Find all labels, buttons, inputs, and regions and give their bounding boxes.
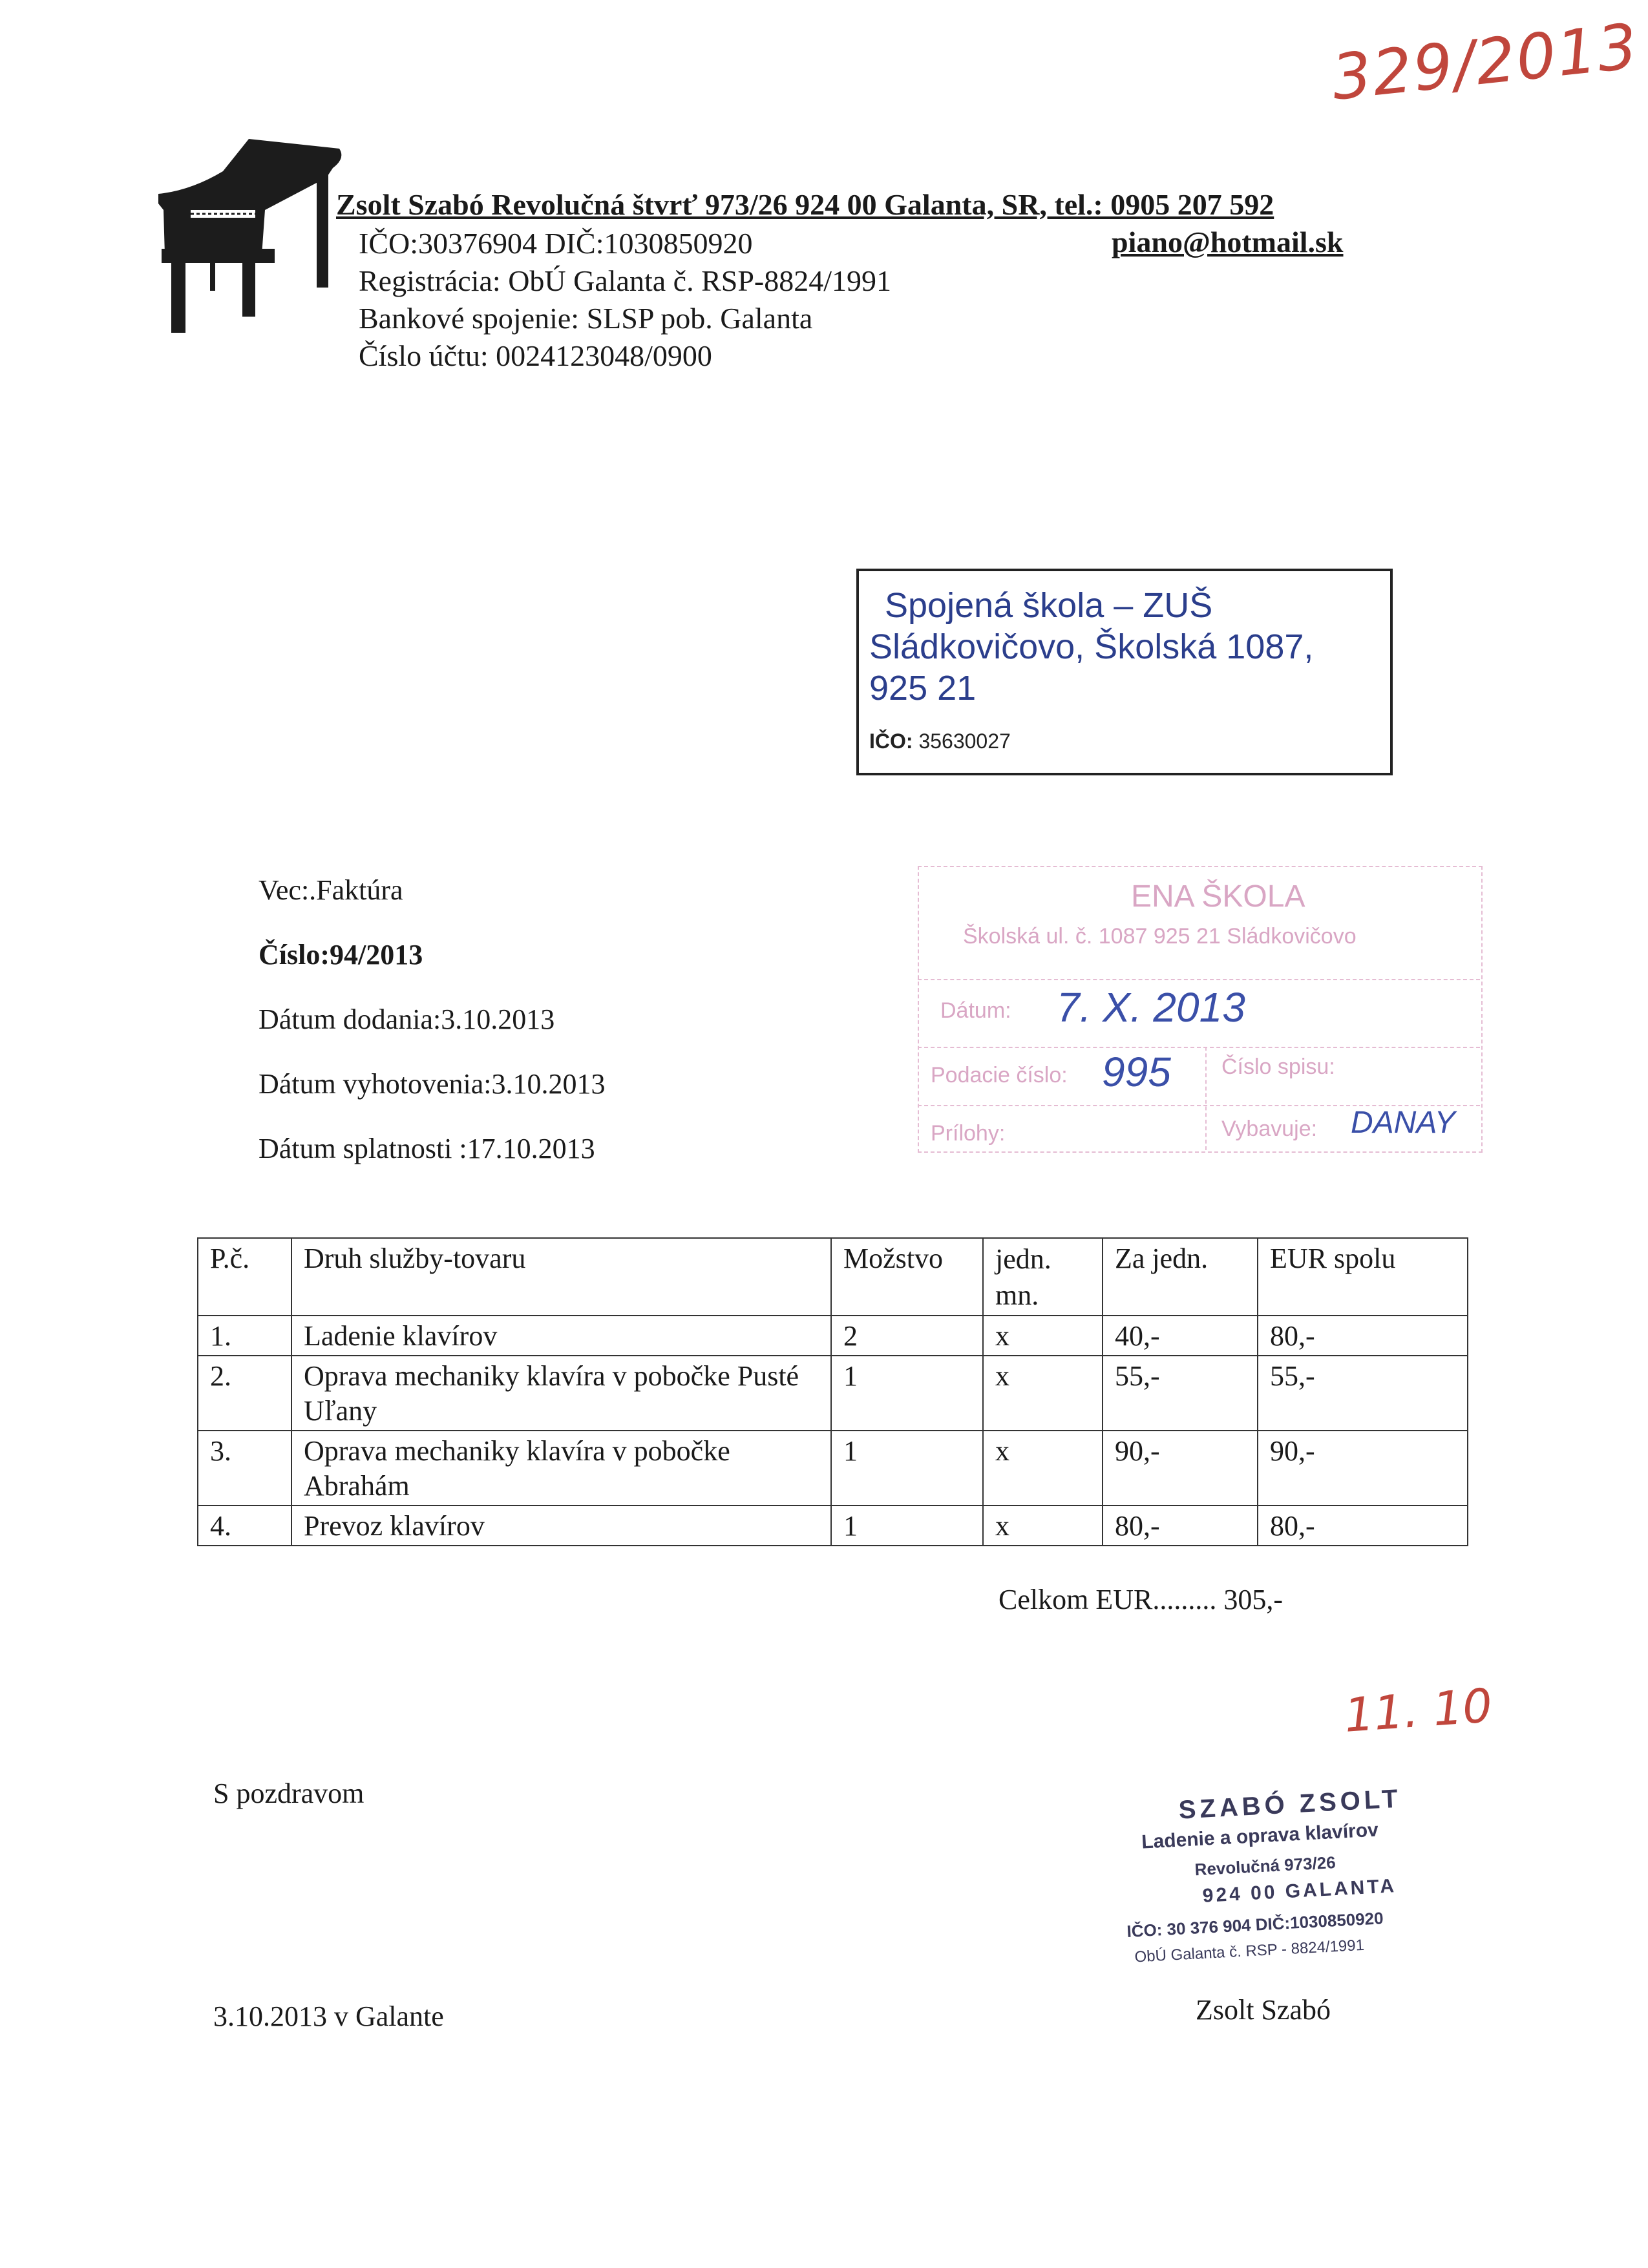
issuer-stamp-line2: Ladenie a oprava klavírov	[1141, 1819, 1379, 1853]
date-place: 3.10.2013 v Galante	[213, 2000, 444, 2032]
recipient-address-box	[856, 569, 1393, 775]
invoice-delivery-date: Dátum dodania:3.10.2013	[259, 1003, 555, 1035]
table-cell: 1	[831, 1356, 983, 1431]
company-bank: Bankové spojenie: SLSP pob. Galanta	[359, 302, 813, 335]
table-cell: Ladenie klavírov	[291, 1316, 831, 1356]
stamp-reg-label: Podacie číslo:	[931, 1063, 1068, 1087]
company-email-link[interactable]: piano@hotmail.sk	[1112, 226, 1344, 258]
table-cell: 90,-	[1103, 1431, 1258, 1506]
issuer-stamp-line6: ObÚ Galanta č. RSP - 8824/1991	[1134, 1936, 1365, 1966]
table-header-cell: Za jedn.	[1103, 1238, 1258, 1316]
table-cell: 55,-	[1258, 1356, 1468, 1431]
table-cell: 80,-	[1103, 1506, 1258, 1546]
handwritten-reference: 329/2013	[1328, 10, 1642, 114]
handwritten-note: 11. 10	[1342, 1678, 1494, 1743]
table-header-cell: jedn. mn.	[983, 1238, 1103, 1316]
signer-name: Zsolt Szabó	[1196, 1994, 1331, 2026]
closing-text: S pozdravom	[213, 1778, 364, 1809]
received-stamp	[918, 866, 1480, 1157]
stamp-file-label: Číslo spisu:	[1221, 1055, 1335, 1079]
table-cell: 80,-	[1258, 1506, 1468, 1546]
table-cell: 40,-	[1103, 1316, 1258, 1356]
table-cell: 1	[831, 1506, 983, 1546]
company-contact-line: Zsolt Szabó Revolučná štvrť 973/26 924 00 Galanta, SR, tel.: 0905 207 592	[336, 188, 1274, 221]
stamp-title: ENA ŠKOLA	[1131, 879, 1305, 914]
invoice-subject: Vec:.Faktúra	[259, 874, 403, 906]
table-cell: 2.	[198, 1356, 291, 1431]
company-ids: IČO:30376904 DIČ:1030850920	[359, 227, 753, 260]
stamp-date-value: 7. X. 2013	[1057, 984, 1245, 1031]
table-cell: 4.	[198, 1506, 291, 1546]
table-cell: 1.	[198, 1316, 291, 1356]
stamp-date-label: Dátum:	[940, 998, 1011, 1023]
table-cell: 2	[831, 1316, 983, 1356]
recipient-line3: 925 21	[869, 669, 977, 708]
recipient-line2: Sládkovičovo, Školská 1087,	[869, 627, 1314, 666]
stamp-reg-value: 995	[1102, 1049, 1171, 1095]
table-cell: Oprava mechaniky klavíra v pobočke Abrahám	[291, 1431, 831, 1506]
invoice-due-date: Dátum splatnosti :17.10.2013	[259, 1133, 595, 1164]
issuer-stamp	[1120, 1781, 1478, 1986]
table-header-row	[198, 1238, 1468, 1316]
table-row	[198, 1316, 1468, 1356]
table-cell: x	[983, 1431, 1103, 1506]
table-cell: 3.	[198, 1431, 291, 1506]
table-header-cell: EUR spolu	[1258, 1238, 1468, 1316]
piano-logo-icon	[152, 132, 346, 333]
company-account: Číslo účtu: 0024123048/0900	[359, 339, 712, 372]
company-registration: Registrácia: ObÚ Galanta č. RSP-8824/1991	[359, 264, 892, 297]
table-cell: x	[983, 1506, 1103, 1546]
stamp-handler-label: Vybavuje:	[1221, 1117, 1318, 1141]
recipient-line1: Spojená škola – ZUŠ	[885, 586, 1213, 625]
table-row	[198, 1506, 1468, 1546]
issuer-stamp-line5: IČO: 30 376 904 DIČ:1030850920	[1126, 1908, 1384, 1942]
stamp-address: Školská ul. č. 1087 925 21 Sládkovičovo	[963, 924, 1357, 949]
issuer-stamp-line3: Revolučná 973/26	[1194, 1853, 1336, 1880]
table-cell: x	[983, 1316, 1103, 1356]
invoice-items-table	[197, 1237, 1468, 1546]
table-row	[198, 1431, 1468, 1506]
table-row	[198, 1356, 1468, 1431]
table-cell: 80,-	[1258, 1316, 1468, 1356]
invoice-total: Celkom EUR......... 305,-	[998, 1584, 1283, 1615]
invoice-issue-date: Dátum vyhotovenia:3.10.2013	[259, 1068, 606, 1100]
table-cell: 90,-	[1258, 1431, 1468, 1506]
invoice-number: Číslo:94/2013	[259, 939, 423, 971]
table-cell: Oprava mechaniky klavíra v pobočke Pusté Uľany	[291, 1356, 831, 1431]
stamp-attach-label: Prílohy:	[931, 1121, 1006, 1146]
table-cell: 1	[831, 1431, 983, 1506]
stamp-handler-value: DANAY	[1351, 1106, 1455, 1140]
table-cell: x	[983, 1356, 1103, 1431]
table-header-cell: Možstvo	[831, 1238, 983, 1316]
issuer-stamp-line1: SZABÓ ZSOLT	[1178, 1784, 1402, 1825]
table-cell: Prevoz klavírov	[291, 1506, 831, 1546]
table-header-cell: P.č.	[198, 1238, 291, 1316]
table-header-cell: Druh služby-tovaru	[291, 1238, 831, 1316]
recipient-ico: IČO: 35630027	[869, 730, 1011, 753]
issuer-stamp-line4: 924 00 GALANTA	[1201, 1875, 1397, 1907]
table-cell: 55,-	[1103, 1356, 1258, 1431]
